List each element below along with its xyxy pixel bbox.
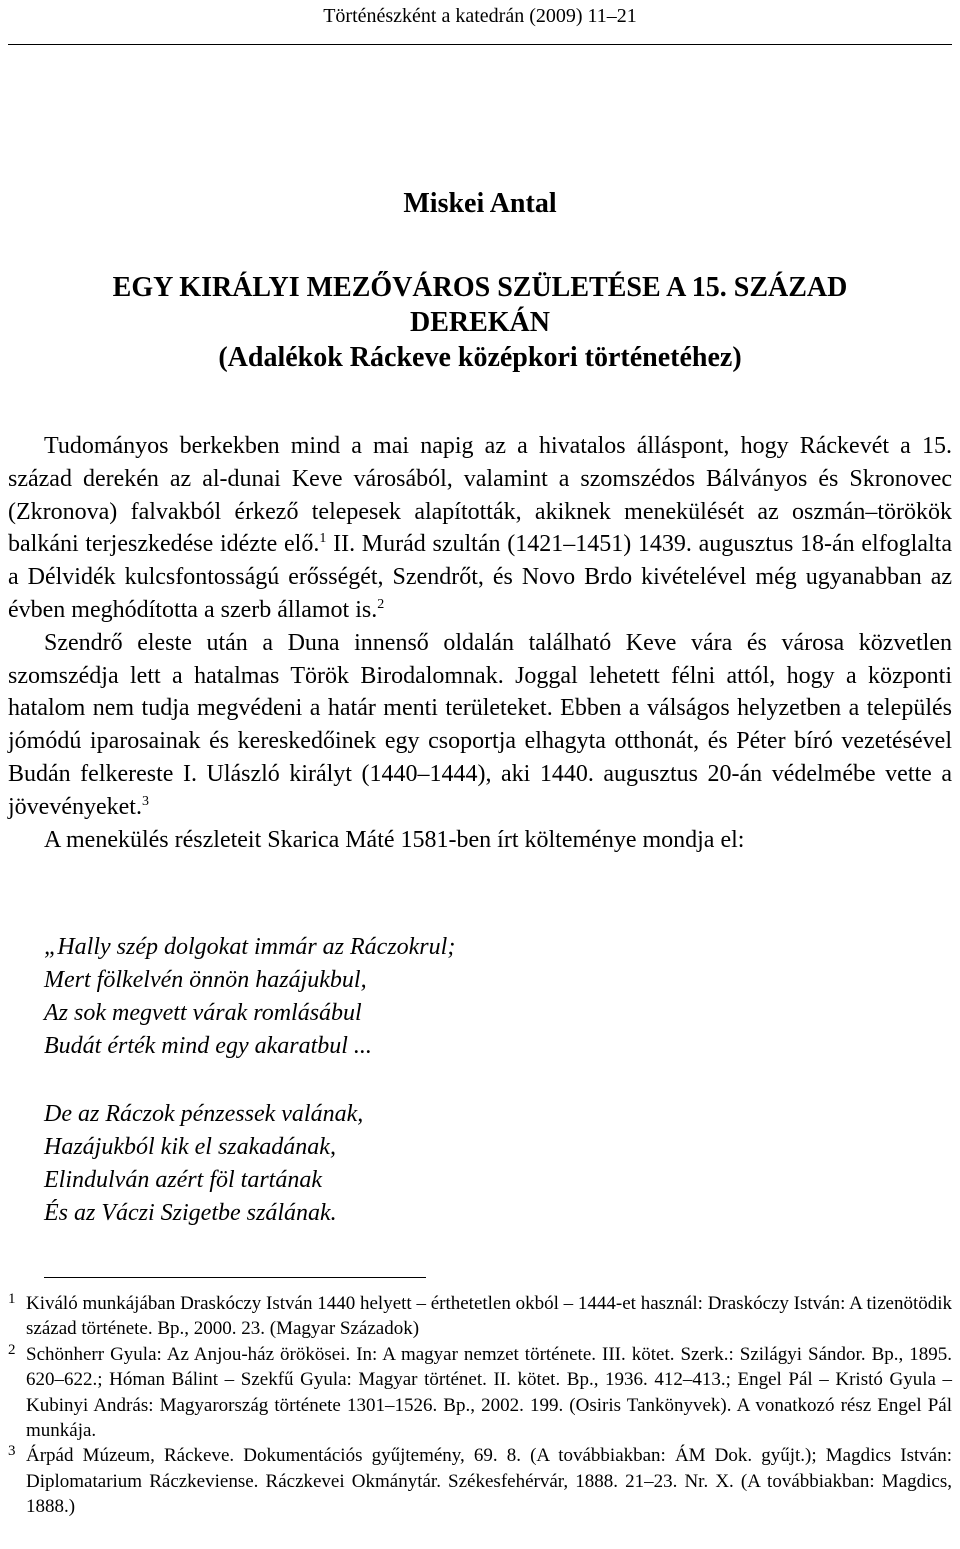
footnote-text: Kiváló munkájában Draskóczy István 1440 helyett – érthetetlen okból – 1444-et használ: Draskóczy István: A tizenötödik század története. Bp., 2000. 23. (Magyar Századok): [26, 1293, 952, 1340]
poem-line: Az sok megvett várak romlásábul: [44, 1000, 362, 1026]
paragraph-1-text-a: Tudományos berkekben mind a mai napig az a hivatalos álláspont, hogy Ráckevét a 15. század derekén az al-dunai Keve városából, valamint a szomszédos Bálványos és Skronovec (Zkronova) falvakból érkező telepesek alapították, akiknek menekülését az oszmán–törökök balkáni terjeszkedése idézte elő.: [8, 433, 952, 558]
footnote-3: [8, 1443, 952, 1519]
footnote-ref-3[interactable]: 3: [141, 793, 149, 809]
footnote-text: Árpád Múzeum, Ráckeve. Dokumentációs gyűjtemény, 69. 8. (A továbbiakban: ÁM Dok. gyűjt.); Magdics István: Diplomatarium Ráczkeviense. Ráczkevei Okmánytár. Székesfehérvár, 1888. 21–23. Nr. X. (A továbbiakban: Magdics, 1888.): [26, 1445, 952, 1518]
footnote-1: [8, 1291, 952, 1342]
footnote-number: 3: [8, 1443, 16, 1460]
title-line-1: EGY KIRÁLYI MEZŐVÁROS SZÜLETÉSE A 15. SZÁZAD: [112, 272, 848, 303]
poem-line: Hazájukból kik el szakadának,: [44, 1134, 336, 1160]
footnote-2: [8, 1342, 952, 1444]
author-name: Miskei Antal: [403, 188, 557, 219]
poem-line: Elindulván azért föl tartának: [44, 1167, 322, 1193]
article-title: [40, 270, 920, 375]
footnote-number: 1: [8, 1291, 16, 1307]
poem-line: Budát érték mind egy akaratbul ...: [44, 1033, 372, 1059]
title-line-2: DEREKÁN: [409, 307, 550, 338]
footnote-rule: [44, 1277, 426, 1278]
footnote-ref-2[interactable]: 2: [377, 596, 385, 612]
paragraph-1-text-b: II. Murád szultán (1421–1451) 1439. augusztus 18-án elfoglalta a Délvidék kulcsfontosságú erősségét, Szendrőt, és Novo Brdo kivételével még ugyanabban az évben meghódította a szerb államot is.: [8, 531, 952, 623]
title-subtitle: (Adalékok Ráckeve középkori történetéhez): [218, 342, 742, 373]
header-rule: [8, 44, 952, 45]
footnote-ref-1[interactable]: 1: [319, 531, 327, 547]
poem-line: És az Váczi Szigetbe szálának.: [44, 1200, 337, 1226]
paragraph-2-text: Szendrő eleste után a Duna innenső oldalán található Keve vára és városa közvetlen szomszédja lett a hatalmas Török Birodalomnak. Joggal lehetett félni attól, hogy a központi hatalom nem tudja megvédeni a határ menti területeket. Ebben a válságos helyzetben a település jómódú iparosainak és kereskedőinek egy csoportja elhagyta otthonát, és Péter bíró vezetésével Budán felkereste I. Ulászló királyt (1440–1444), aki 1440. augusztus 20-án védelmébe vette a jövevényeket.: [8, 629, 952, 820]
footnote-number: 2: [8, 1341, 16, 1358]
poem-line: Mert fölkelvén önnön hazájukbul,: [44, 967, 367, 993]
poem-stanza-1: [44, 931, 924, 1063]
poem-line: De az Ráczok pénzessek valának,: [44, 1101, 364, 1127]
running-head: Történészként a katedrán (2009) 11–21: [323, 5, 637, 27]
paragraph-3: A menekülés részleteit Skarica Máté 1581-ben írt költeménye mondja el:: [44, 826, 745, 853]
article-body: [8, 430, 952, 856]
poem-stanza-2: [44, 1098, 924, 1230]
paragraph-2: [8, 627, 952, 824]
footnote-text: Schönherr Gyula: Az Anjou-ház örökösei. In: A magyar nemzet története. III. kötet. Szerk.: Szilágyi Sándor. Bp., 1895. 620–622.; Hóman Bálint – Szekfű Gyula: Magyar történet. II. kötet. Bp., 1936. 412–413.; Engel Pál – Kristó Gyula – Kubinyi András: Magyarország története 1301–1526. Bp., 2002. 199. (Osiris Tankönyvek). A vonatkozó rész Engel Pál munkája.: [26, 1343, 952, 1442]
paragraph-1: [8, 430, 952, 627]
poem-line: „Hally szép dolgokat immár az Ráczokrul;: [44, 934, 456, 960]
footnotes: [8, 1291, 952, 1520]
